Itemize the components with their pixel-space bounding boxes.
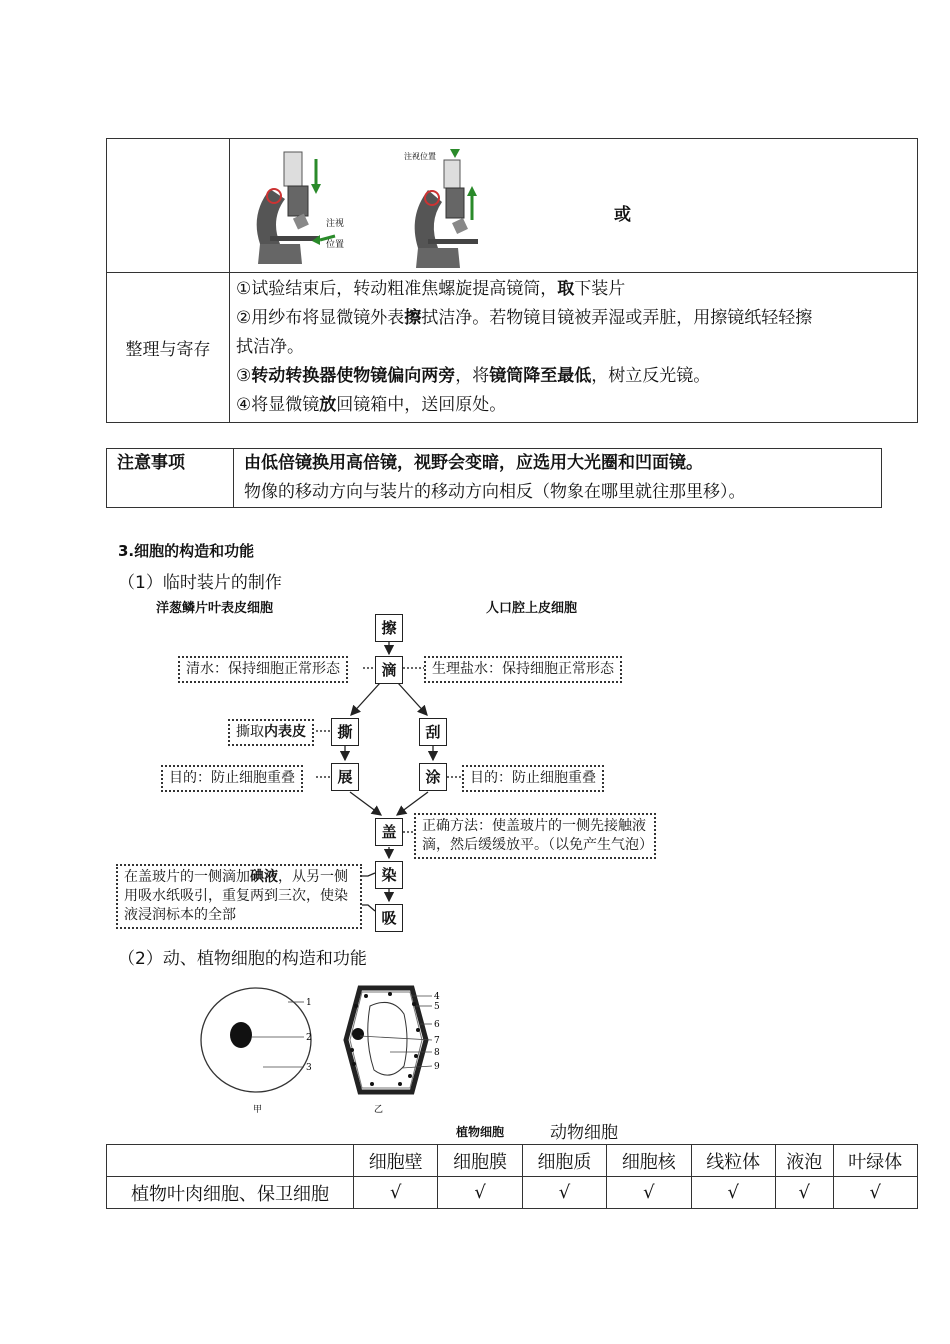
step-si: 撕 — [331, 718, 359, 746]
table-cell: √ — [354, 1177, 438, 1209]
cleanup-step-2: ②用纱布将显微镜外表擦拭洁净。若物镜目镜被弄湿或弄脏，用擦镜纸轻轻擦 拭洁净。 — [236, 308, 813, 357]
cell-label-yi: 乙 — [374, 1105, 384, 1115]
cleanup-step-3: ③转动转换器使物镜偏向两旁，将镜筒降至最低，树立反光镜。 — [236, 366, 711, 386]
svg-text:位置: 位置 — [326, 240, 345, 250]
flow-right-title: 人口腔上皮细胞 — [486, 601, 578, 616]
cell-num-6: 6 — [434, 1020, 440, 1030]
table-cell: √ — [691, 1177, 775, 1209]
table-header-row — [107, 1145, 918, 1177]
table-cell: √ — [522, 1177, 606, 1209]
step-gai: 盖 — [375, 818, 403, 846]
step-gua: 刮 — [419, 718, 447, 746]
table-row — [107, 1177, 918, 1209]
section-3-title: 3.细胞的构造和功能 — [118, 542, 255, 560]
note-smear: 目的：防止细胞重叠 — [462, 765, 604, 792]
cell-num-5: 5 — [434, 1002, 440, 1012]
cell-num-4: 4 — [434, 992, 440, 1002]
cell-num-3: 3 — [306, 1063, 312, 1073]
cell-num-9: 9 — [434, 1062, 440, 1072]
notes-line-1: 由低倍镜换用高倍镜，视野会变暗，应选用大光圈和凹面镜。 — [244, 453, 703, 473]
note-tear: 撕取内表皮 — [228, 719, 314, 746]
table-cell: √ — [607, 1177, 691, 1209]
subsection-2-title: （2）动、植物细胞的构造和功能 — [118, 949, 367, 969]
cell-num-2: 2 — [306, 1033, 312, 1043]
caption-animal-cell: 动物细胞 — [550, 1123, 618, 1143]
step-ca: 擦 — [375, 614, 403, 642]
svg-text:注视: 注视 — [326, 219, 345, 229]
step-di: 滴 — [375, 656, 403, 684]
table-cell: √ — [438, 1177, 522, 1209]
note-spread: 目的：防止细胞重叠 — [161, 765, 303, 792]
table-header-cell: 细胞膜 — [438, 1145, 522, 1177]
table-header-cell: 液泡 — [775, 1145, 833, 1177]
note-stain: 在盖玻片的一侧滴加碘液，从另一侧用吸水纸吸引，重复两到三次，使染液浸润标本的全部 — [116, 864, 362, 929]
animal-cell-diagram — [198, 984, 328, 1116]
cell-structure-table — [106, 1144, 918, 1209]
note-cover: 正确方法：使盖玻片的一侧先接触液滴，然后缓缓放平。（以免产生气泡） — [414, 813, 656, 859]
cell-num-8: 8 — [434, 1048, 440, 1058]
table-cell: √ — [833, 1177, 917, 1209]
table-cell: √ — [775, 1177, 833, 1209]
notes-label: 注意事项 — [107, 449, 234, 508]
table-cell: 植物叶肉细胞、保卫细胞 — [107, 1177, 354, 1209]
flow-left-title: 洋葱鳞片叶表皮细胞 — [156, 601, 274, 616]
cell-label-jia: 甲 — [253, 1105, 263, 1115]
cleanup-step-1: ①试验结束后，转动粗准焦螺旋提高镜筒，取下装片 — [236, 279, 626, 299]
notes-line-2: 物像的移动方向与装片的移动方向相反（物象在哪里就往那里移）。 — [244, 482, 746, 502]
table-header-cell: 叶绿体 — [833, 1145, 917, 1177]
table-header-cell: 细胞壁 — [354, 1145, 438, 1177]
step-xi: 吸 — [375, 904, 403, 932]
svg-text:注视位置: 注视位置 — [404, 152, 436, 161]
plant-cell-diagram — [330, 984, 450, 1116]
table-header-cell: 细胞质 — [522, 1145, 606, 1177]
table-header-cell: 线粒体 — [691, 1145, 775, 1177]
step-tu: 涂 — [419, 763, 447, 791]
note-saline: 生理盐水：保持细胞正常形态 — [424, 656, 622, 683]
step-zhan: 展 — [331, 763, 359, 791]
cleanup-label: 整理与寄存 — [107, 273, 230, 423]
cell-num-7: 7 — [434, 1036, 440, 1046]
subsection-1-title: （1）临时装片的制作 — [118, 573, 282, 593]
caption-plant-cell: 植物细胞 — [456, 1125, 505, 1139]
table-header-cell: 细胞核 — [607, 1145, 691, 1177]
note-water: 清水：保持细胞正常形态 — [178, 656, 348, 683]
step-ran: 染 — [375, 861, 403, 889]
or-text: 或 — [614, 205, 631, 225]
cleanup-step-4: ④将显微镜放回镜箱中，送回原处。 — [236, 395, 507, 415]
table-header-cell — [107, 1145, 354, 1177]
cell-num-1: 1 — [306, 998, 312, 1008]
